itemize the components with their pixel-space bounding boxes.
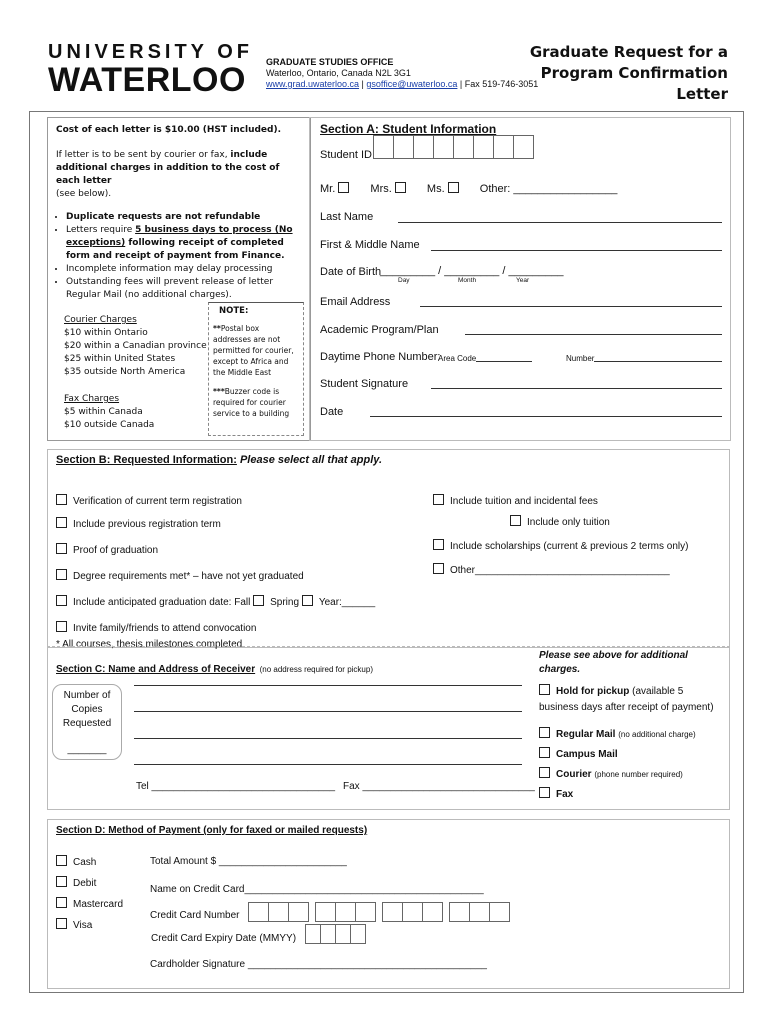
anticipated-date-checkbox[interactable]: [56, 595, 67, 606]
proof-graduation-checkbox[interactable]: [56, 543, 67, 554]
card-number-label: Credit Card Number: [150, 910, 240, 921]
bullet-1: • Duplicate requests are not refundable: [66, 211, 306, 224]
courier-charges-head: Courier Charges: [64, 315, 137, 325]
pickup-note: business days after receipt of payment): [539, 702, 714, 713]
dob-year-label: Year: [516, 277, 530, 284]
dob-label: Date of Birth: [320, 266, 382, 278]
scholarships-checkbox[interactable]: [433, 539, 444, 550]
convocation-checkbox[interactable]: [56, 621, 67, 632]
completion-note: * All courses, thesis milestones completed: [56, 639, 243, 650]
option-degree-requirements[interactable]: Degree requirements met* – have not yet graduated: [56, 569, 375, 583]
number-field[interactable]: [594, 361, 722, 362]
cash-checkbox[interactable]: [56, 855, 67, 866]
first-name-label: First & Middle Name: [320, 239, 420, 251]
card-expiry-label: Credit Card Expiry Date (MMYY): [151, 933, 297, 944]
address-line-4[interactable]: [134, 764, 522, 765]
other-checkbox[interactable]: [433, 563, 444, 574]
pickup-option[interactable]: Hold for pickup (available 5: [539, 684, 714, 700]
student-id-label: Student ID: [320, 149, 372, 161]
address-line-1[interactable]: [134, 685, 522, 686]
cash-option[interactable]: Cash: [56, 852, 123, 873]
office-block: [266, 57, 538, 90]
mr-option[interactable]: Mr.: [320, 183, 355, 195]
charge-outside: $35 outside North America: [64, 367, 186, 377]
section-d-title: Section D: Method of Payment (only for faxed or mailed requests): [56, 825, 368, 836]
pickup-checkbox[interactable]: [539, 684, 550, 695]
option-current-term[interactable]: Verification of current term registration: [56, 494, 375, 508]
only-tuition-checkbox[interactable]: [510, 515, 521, 526]
delivery-options: [539, 684, 714, 803]
copies-field[interactable]: _______: [67, 744, 107, 755]
cost-text: Cost of each letter is $10.00 (HST included).: [56, 125, 282, 135]
page-title: [530, 42, 728, 105]
university-logo: [48, 42, 253, 98]
visa-checkbox[interactable]: [56, 918, 67, 929]
campus-mail-checkbox[interactable]: [539, 747, 550, 758]
office-address: Waterloo, Ontario, Canada N2L 3G1: [266, 68, 411, 78]
number-label: Number: [566, 354, 595, 363]
email-link[interactable]: gsoffice@uwaterloo.ca: [366, 79, 458, 89]
fax-field[interactable]: Fax _______________________________: [343, 781, 535, 792]
card-number-group-3[interactable]: [382, 902, 443, 922]
fax-canada: $5 within Canada: [64, 407, 143, 417]
mrs-checkbox[interactable]: [395, 182, 406, 193]
last-name-field[interactable]: [398, 222, 722, 223]
payment-methods: [56, 852, 123, 936]
section-a-title: Section A: Student Information: [320, 122, 497, 136]
degree-requirements-checkbox[interactable]: [56, 569, 67, 580]
copies-label-2: Copies: [71, 704, 103, 715]
last-name-label: Last Name: [320, 211, 374, 223]
previous-term-checkbox[interactable]: [56, 517, 67, 528]
signature-field[interactable]: [431, 388, 722, 389]
option-only-tuition[interactable]: Include only tuition: [510, 515, 610, 528]
card-expiry-field[interactable]: [305, 924, 366, 944]
copies-label-3: Requested: [62, 718, 112, 729]
section-b-title: Section B: Requested Information: Please select all that apply.: [56, 454, 383, 466]
ms-option[interactable]: Ms.: [427, 183, 465, 195]
area-code-field[interactable]: [476, 361, 532, 362]
mrs-option[interactable]: Mrs.: [370, 183, 411, 195]
website-link[interactable]: www.grad.uwaterloo.ca: [266, 79, 360, 89]
total-amount-field[interactable]: Total Amount $ _______________________: [150, 856, 347, 867]
info-bullets: [56, 211, 306, 302]
ms-checkbox[interactable]: [448, 182, 459, 193]
fax-option[interactable]: Fax: [539, 787, 714, 803]
first-name-field[interactable]: [431, 250, 722, 251]
spring-checkbox[interactable]: [302, 595, 313, 606]
title-line-1: Graduate Request for a: [529, 43, 728, 61]
fax-number: | Fax 519-746-3051: [457, 79, 539, 89]
card-number-group-1[interactable]: [248, 902, 309, 922]
office-contact: [266, 79, 538, 90]
title-options: [320, 182, 617, 195]
note-box: [208, 302, 304, 436]
courier-checkbox[interactable]: [539, 767, 550, 778]
program-label: Academic Program/Plan: [320, 324, 439, 336]
tuition-incidental-checkbox[interactable]: [433, 494, 444, 505]
fax-charges-head: Fax Charges: [64, 394, 120, 404]
charge-province: $20 within a Canadian province: [64, 341, 207, 351]
charge-us: $25 within United States: [64, 354, 176, 364]
mastercard-option[interactable]: Mastercard: [56, 894, 123, 915]
fall-checkbox[interactable]: [253, 595, 264, 606]
title-line-2: Program Confirmation: [540, 64, 728, 82]
fax-outside: $10 outside Canada: [64, 420, 155, 430]
option-proof-graduation[interactable]: Proof of graduation: [56, 543, 375, 557]
phone-label: Daytime Phone Number:: [320, 351, 441, 363]
bullet-3: • Incomplete information may delay processing: [66, 263, 306, 276]
address-line-3[interactable]: [134, 738, 522, 739]
debit-checkbox[interactable]: [56, 876, 67, 887]
debit-option[interactable]: Debit: [56, 873, 123, 894]
option-convocation[interactable]: Invite family/friends to attend convocation: [56, 621, 375, 635]
email-label: Email Address: [320, 296, 391, 308]
bullet-2: • Letters require 5 business days to process (No exceptions) following receipt of completed form and receipt of payment from Finance.: [66, 224, 306, 263]
dob-month-label: Month: [458, 277, 477, 284]
mr-checkbox[interactable]: [338, 182, 349, 193]
regular-mail-option[interactable]: Regular Mail (no additional charge): [539, 727, 714, 743]
name-on-card-field[interactable]: Name on Credit Card___________________________________________: [150, 884, 484, 895]
email-field[interactable]: [420, 306, 722, 307]
see-above-note: Please see above for additional charges.: [539, 650, 688, 675]
option-anticipated-date[interactable]: Include anticipated graduation date: Fall Spring Year:______: [56, 595, 375, 609]
card-number-group-4[interactable]: [449, 902, 510, 922]
option-tuition-incidental[interactable]: Include tuition and incidental fees: [433, 494, 598, 507]
section-c-title: Section C: Name and Address of Receiver (no address required for pickup): [56, 664, 373, 675]
other-option[interactable]: Other: _________________: [479, 183, 618, 195]
current-term-checkbox[interactable]: [56, 494, 67, 505]
note-buzzer: ***Buzzer code is required for courier service to a building: [213, 387, 290, 418]
copies-box: [52, 684, 122, 760]
title-line-3: Letter: [676, 85, 728, 103]
campus-mail-option[interactable]: Campus Mail: [539, 747, 714, 763]
date-field[interactable]: [370, 416, 722, 417]
signature-label: Student Signature: [320, 378, 409, 390]
date-label: Date: [320, 406, 344, 418]
courier-option[interactable]: Courier (phone number required): [539, 767, 714, 783]
dob-day-label: Day: [398, 277, 410, 284]
separator: |: [359, 79, 367, 89]
section-b-left-options: [56, 494, 375, 651]
fax-checkbox[interactable]: [539, 787, 550, 798]
charge-ontario: $10 within Ontario: [64, 328, 148, 338]
visa-option[interactable]: Visa: [56, 915, 123, 936]
regular-mail-checkbox[interactable]: [539, 727, 550, 738]
copies-label-1: Number of: [63, 690, 111, 701]
logo-bottom-text: WATERLOO: [48, 61, 246, 99]
dob-field[interactable]: _________ / _________ / _________: [380, 265, 564, 277]
bullet-4: • Outstanding fees will prevent release of letter Regular Mail (no additional charges).: [66, 276, 306, 302]
office-name: GRADUATE STUDIES OFFICE: [266, 57, 394, 67]
card-number-group-2[interactable]: [315, 902, 376, 922]
address-line-2[interactable]: [134, 711, 522, 712]
tel-field[interactable]: Tel _________________________________: [136, 781, 336, 792]
note-postal: **Postal box addresses are not permitted for courier, except to Africa and the Middle East: [213, 324, 294, 377]
program-field[interactable]: [465, 334, 722, 335]
student-id-field[interactable]: [373, 135, 534, 159]
option-previous-term[interactable]: Include previous registration term: [56, 517, 375, 531]
option-scholarships[interactable]: Include scholarships (current & previous 2 terms only): [433, 539, 688, 552]
option-other[interactable]: Other___________________________________: [433, 563, 670, 576]
logo-top-text: UNIVERSITY OF: [48, 41, 253, 63]
courier-note: If letter is to be sent by courier or fax, include additional charges in addition to the cost of each letter (see below).: [56, 150, 280, 199]
cardholder-signature-field[interactable]: Cardholder Signature ___________________________________________: [150, 959, 487, 970]
area-code-label: Area Code: [438, 354, 477, 363]
mastercard-checkbox[interactable]: [56, 897, 67, 908]
note-head: NOTE:: [219, 306, 249, 316]
